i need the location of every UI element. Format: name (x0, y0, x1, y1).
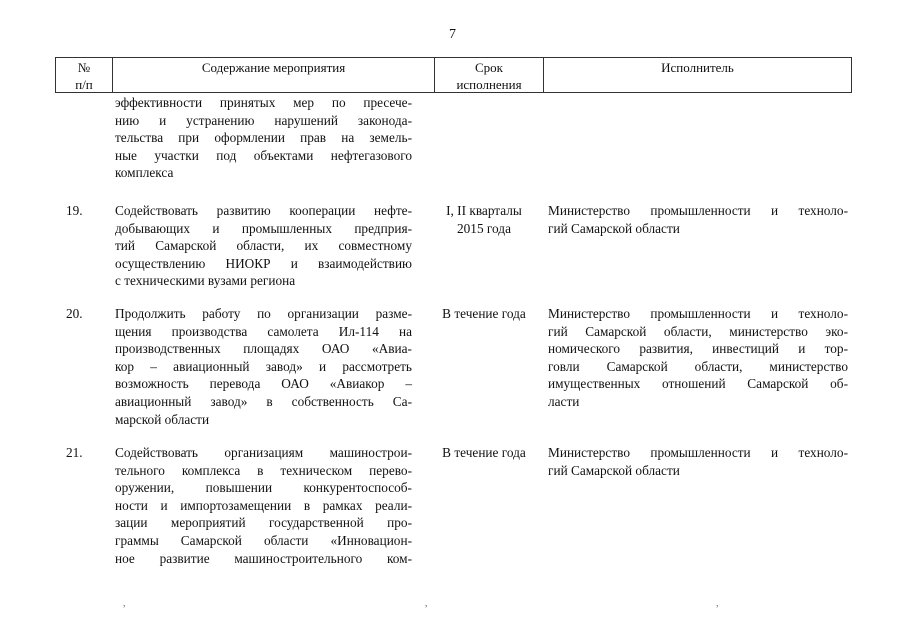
executor-line: имущественных отношений Самарской об- (548, 376, 848, 392)
header-number (56, 58, 112, 92)
header-term-line: Срок (475, 60, 503, 75)
row-number: 20. (66, 306, 83, 321)
content-line: эффективности принятых мер по пресече- (115, 95, 412, 110)
executor-line: ласти (548, 393, 580, 409)
executor-line: номического развития, инвестиций и тор- (548, 341, 848, 357)
content-line: щения производства самолета Ил-114 на (115, 323, 412, 339)
content-line: тельного комплекса в техническом перево- (115, 462, 412, 478)
term-line: В течение года (442, 445, 526, 460)
header-content: Содержание мероприятия (112, 58, 434, 92)
header-term-line: исполнения (456, 77, 522, 92)
content-line: нию и устранению нарушений законода- (115, 112, 412, 128)
content-line: Продолжить работу по организации разме- (115, 306, 412, 321)
content-line: осуществлению НИОКР и взаимодействию (115, 255, 412, 271)
content-line: ное развитие машиностроительного ком- (115, 550, 412, 566)
content-line: авиационный завод» в собственность Са- (115, 393, 412, 409)
row-term (428, 305, 540, 323)
content-line: с техническими вузами региона (115, 273, 296, 289)
content-line: зации мероприятий государственной про- (115, 515, 412, 531)
content-line: комплекса (115, 165, 174, 181)
row-number: 21. (66, 445, 83, 460)
table-header (55, 57, 852, 93)
content-line: тельства при оформлении прав на земель- (115, 130, 412, 146)
content-line: Содействовать развитию кооперации нефте- (115, 203, 412, 218)
scan-speck: , (123, 598, 126, 609)
row-number: 19. (66, 203, 83, 218)
content-line: кор – авиационный завод» и рассмотреть (115, 358, 412, 374)
executor-line: Министерство промышленности и техноло- (548, 306, 848, 321)
scan-speck: , (716, 598, 719, 609)
content-line: ности и импортозамещении в рамках реали- (115, 497, 412, 513)
content-line: Содействовать организациям машинострои- (115, 445, 412, 460)
row-executor (548, 305, 848, 411)
row-content (115, 444, 412, 567)
header-executor: Исполнитель (543, 58, 851, 92)
row-term (428, 444, 540, 462)
continuation-content (115, 94, 412, 182)
term-line: I, II кварталы (446, 203, 522, 218)
executor-line: говли Самарской области, министерство (548, 358, 848, 374)
executor-line: гий Самарской области, министерство эко- (548, 323, 848, 339)
executor-line: Министерство промышленности и техноло- (548, 445, 848, 460)
header-number-line: № (77, 60, 91, 75)
executor-line: гий Самарской области (548, 462, 680, 478)
content-line: ные участки под объектами нефтегазового (115, 147, 412, 163)
row-content (115, 202, 412, 290)
content-line: оружении, повышении конкурентоспособ- (115, 480, 412, 496)
content-line: тий Самарской области, их совместному (115, 238, 412, 254)
content-line: возможность перевода ОАО «Авиакор – (115, 376, 412, 392)
content-line: добывающих и промышленных предприя- (115, 220, 412, 236)
content-line: марской области (115, 411, 210, 427)
executor-line: гий Самарской области (548, 220, 680, 236)
term-line: 2015 года (457, 220, 511, 236)
term-line: В течение года (442, 306, 526, 321)
executor-line: Министерство промышленности и техноло- (548, 203, 848, 218)
page-number: 7 (449, 27, 456, 42)
row-executor (548, 202, 848, 237)
row-content (115, 305, 412, 428)
row-term (428, 202, 540, 237)
scan-speck: , (425, 598, 428, 609)
header-term (434, 58, 543, 92)
content-line: граммы Самарской области «Инновацион- (115, 532, 412, 548)
header-number-line: п/п (75, 77, 93, 92)
row-executor (548, 444, 848, 479)
content-line: производственных площадях ОАО «Авиа- (115, 341, 412, 357)
